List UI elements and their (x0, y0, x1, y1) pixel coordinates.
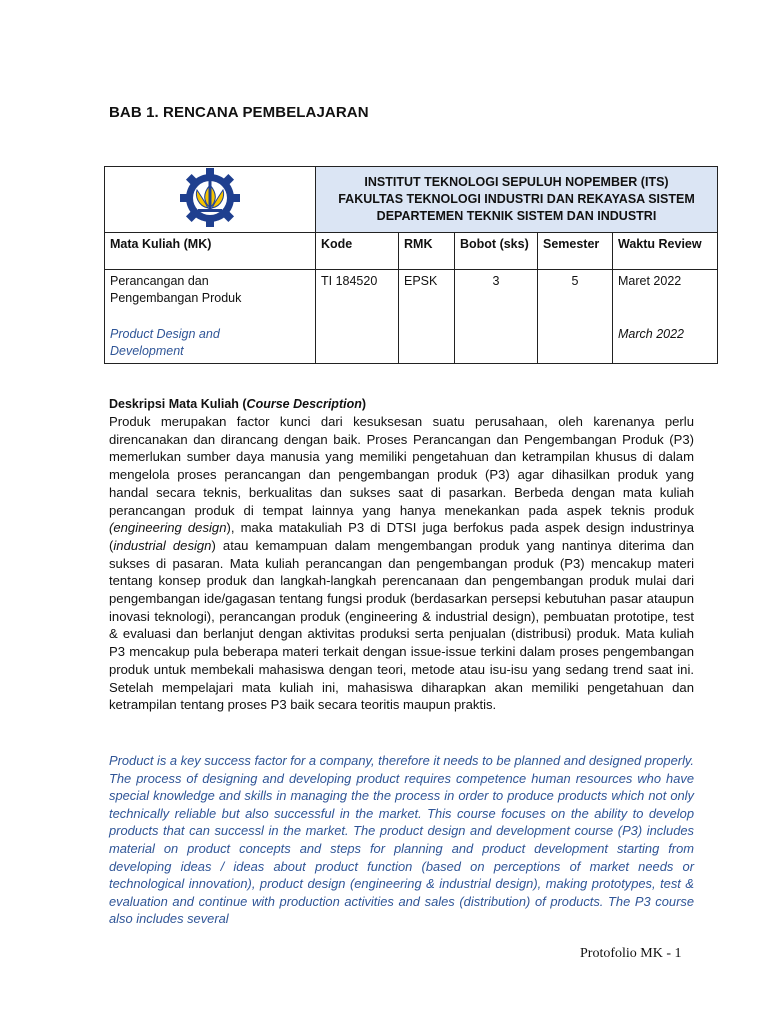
course-code: TI 184520 (316, 270, 399, 364)
table-row (105, 270, 718, 364)
page-footer: Protofolio MK - 1 (580, 946, 682, 961)
course-info-table (104, 166, 718, 364)
header-credits: Bobot (sks) (455, 233, 538, 270)
course-name-id-1: Perancangan dan (110, 274, 209, 288)
course-name-cell (105, 270, 316, 364)
course-description-id (109, 413, 694, 714)
course-credits: 3 (455, 270, 538, 364)
paragraph-text: ), maka matakuliah P3 di DTSI juga berfokus pada aspek design industrinya ( (109, 520, 694, 553)
its-logo-icon (173, 167, 247, 227)
course-semester: 5 (538, 270, 613, 364)
table-header-row (105, 233, 718, 270)
header-code: Kode (316, 233, 399, 270)
paragraph-text: Produk merupakan factor kunci dari kesuksesan suatu perusahaan, oleh karenanya perlu direncanakan dan dirancang dengan baik. Proses Perancangan dan Pengembangan Produk (P3) memerlukan sumber daya manusia yang memiliki pengetahuan dan ketrampilan khusus di dalam mengelola proses perancangan dan pengembangan produk (P3) agar dihasilkan produk yang handal secara teknis, berkualitas dan sukses saat di pasarkan. Berbeda dengan mata kuliah perancangan produk di tempat lainnya yang hanya menekankan pada aspek teknis produk (109, 414, 694, 518)
department-name: DEPARTEMEN TEKNIK SISTEM DAN INDUSTRI (376, 209, 657, 223)
course-name-en-1: Product Design and (110, 327, 220, 341)
chapter-title: BAB 1. RENCANA PEMBELAJARAN (109, 104, 369, 121)
course-description-title: Deskripsi Mata Kuliah (Course Description) (109, 397, 367, 411)
header-review: Waktu Review (613, 233, 718, 270)
course-name-id-2: Pengembangan Produk (110, 291, 242, 305)
header-semester: Semester (538, 233, 613, 270)
header-rmk: RMK (399, 233, 455, 270)
review-time-cell (613, 270, 718, 364)
header-course: Mata Kuliah (MK) (105, 233, 316, 270)
institution-name: INSTITUT TEKNOLOGI SEPULUH NOPEMBER (ITS) (364, 175, 669, 189)
review-time-id: Maret 2022 (618, 274, 682, 288)
paragraph-text: ) atau kemampuan dalam mengembangan produk yang nantinya diterima dan sukses di pasaran. Mata kuliah perancangan dan pengembangan produk (P3) mencakup materi tentang konsep produk dan langkah-langkah perencanaan dan pengembangan produk mulai dari pengembangan ide/gagasan tentang fungsi produk (berdasarkan persepsi kebutuhan pasar ataupun inovasi teknologi), perancangan produk (engineering & industrial design), pembuatan prototipe, test & evaluasi dan berlanjut dengan aktivitas produksi serta penjualan (distribusi) produk. Mata kuliah P3 mencakup pula beberapa materi terkait dengan issue-issue terkini dalam proses pengembangan produk untuk membekali mahasiswa dengan teori, metode atau isu-isu yang sedang trend saat ini. Setelah mempelajari mata kuliah ini, mahasiswa diharapkan akan memiliki pengetahuan dan ketrampilan tentang proses P3 baik secara teoritis maupun praktis. (109, 537, 694, 713)
faculty-name: FAKULTAS TEKNOLOGI INDUSTRI DAN REKAYASA SISTEM (338, 192, 695, 206)
institution-header (316, 167, 718, 233)
italic-term: industrial design (113, 537, 212, 553)
institution-row (105, 167, 718, 233)
course-rmk: EPSK (399, 270, 455, 364)
italic-term: (engineering design (109, 520, 227, 536)
review-time-en: March 2022 (618, 327, 685, 341)
course-name-en-2: Development (110, 344, 184, 358)
course-description-en: Product is a key success factor for a company, therefore it needs to be planned and designed properly. The process of designing and developing product requires competence human resources who have special knowledge and skills in managing the the process in order to produce products which not only technically reliable but also successful in the market. This course focuses on the ability to develop products that can successl in the market. The product design and development course (P3) includes material on product concepts and steps for planning and product development starting from developing ideas / ideas about product function (based on perceptions of market needs or technological innovation), product design (engineering & industrial design), making prototypes, test & evaluation and continue with production activities and sales (distribution) of products. The P3 course also includes several (109, 753, 694, 927)
logo-cell (105, 167, 316, 233)
